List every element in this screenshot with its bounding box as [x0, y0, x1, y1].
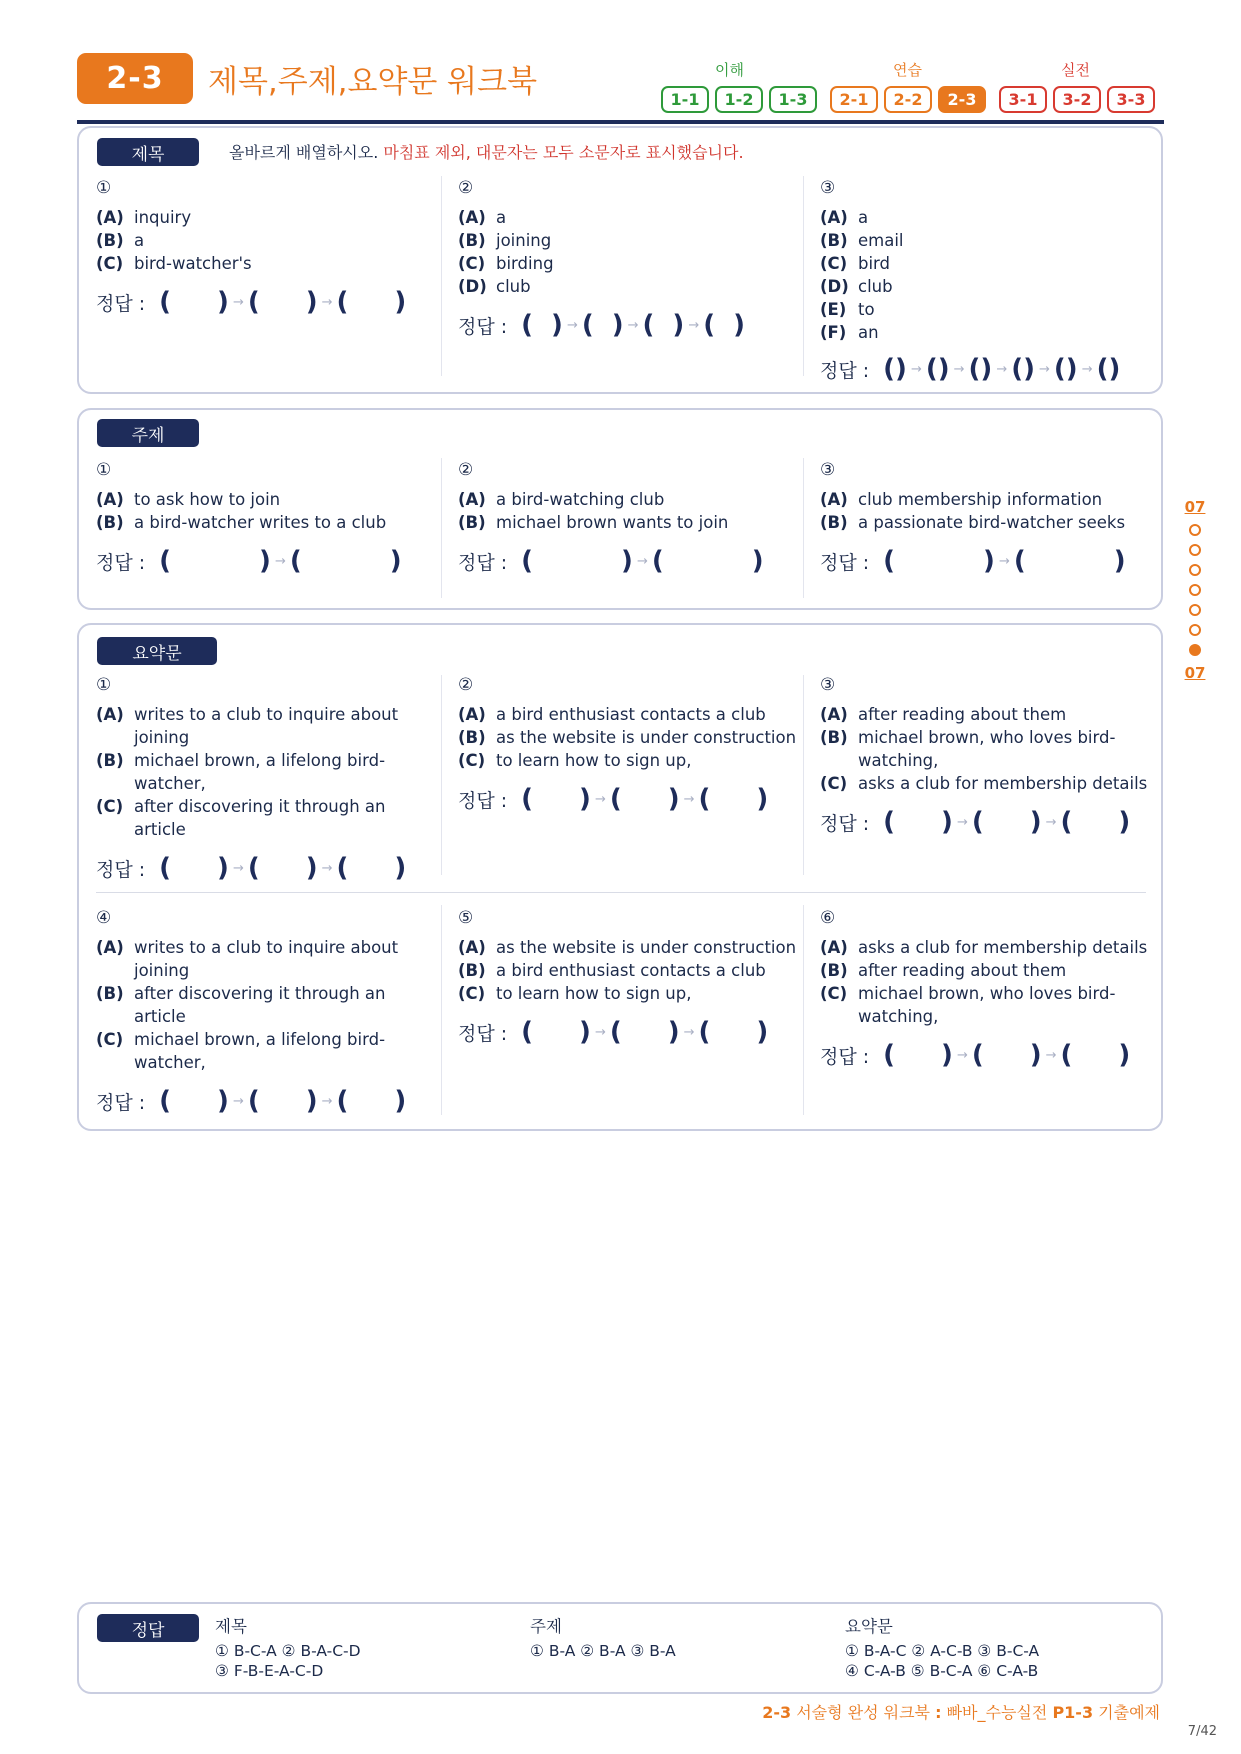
- option-a: (A) a: [458, 208, 507, 227]
- progress-dot[interactable]: [1189, 564, 1201, 576]
- answer-key-title: 제목 ① B-C-A ② B-A-C-D ③ F-B-E-A-C-D: [215, 1617, 361, 1680]
- arrow-icon: →: [274, 553, 286, 569]
- column-divider: [803, 176, 804, 376]
- row-divider: [96, 892, 1146, 893]
- option-b: (B) after reading about them: [820, 961, 1067, 980]
- side-progress-nav: [1180, 498, 1210, 682]
- arrow-icon: →: [1045, 814, 1057, 830]
- step-tab-3-3[interactable]: 3-3: [1107, 86, 1155, 113]
- arrow-icon: →: [321, 860, 333, 876]
- option-b: (B) michael brown, who loves bird-watching,: [820, 728, 1116, 770]
- side-page-number-top: 07: [1184, 498, 1206, 516]
- topic-problem-3: [820, 460, 1160, 576]
- option-a: (A) a bird-watching club: [458, 490, 665, 509]
- answer-label: 정답 :: [96, 551, 146, 574]
- step-tab-1-1[interactable]: 1-1: [661, 86, 709, 113]
- summary-problem-1: [96, 675, 436, 883]
- arrow-icon: →: [232, 1093, 244, 1109]
- header-rule: [77, 120, 1164, 124]
- option-a: (A) writes to a club to inquire about joining: [96, 938, 399, 980]
- step-tab-2-1[interactable]: 2-1: [830, 86, 878, 113]
- option-a: (A) club membership information: [820, 490, 1103, 509]
- arrow-icon: →: [594, 791, 606, 807]
- footer-caption: 2-3 서술형 완성 워크북 : 빠바_수능실전 P1-3 기출예제: [762, 1703, 1160, 1722]
- problem-number: ②: [458, 178, 474, 198]
- problem-number: ④: [96, 908, 112, 928]
- option-a: (A) after reading about them: [820, 705, 1067, 724]
- answer-blank[interactable]: 정답 : ( ) → ( ): [458, 546, 764, 576]
- title-panel: [77, 126, 1163, 394]
- answer-blank[interactable]: 정답 : ( ) → ( ) → ( ): [820, 1040, 1131, 1070]
- option-b: (B) after discovering it through an article: [96, 984, 386, 1026]
- option-b: (B) email: [820, 231, 904, 250]
- answer-key-topic: 주제 ① B-A ② B-A ③ B-A: [530, 1617, 676, 1660]
- summary-problem-4: [96, 908, 436, 1116]
- arrow-icon: →: [953, 361, 965, 377]
- option-e: (E) to: [820, 300, 875, 319]
- answer-blank[interactable]: 정답 : ( ) → ( ) → ( ): [458, 1017, 769, 1047]
- answer-blank[interactable]: 정답 : ( ) → ( ) → ( ): [96, 287, 407, 317]
- page-number: 7/42: [1187, 1724, 1217, 1739]
- problem-number: ②: [458, 675, 474, 695]
- unit-badge: 2-3: [77, 53, 193, 104]
- option-b: (B) a bird enthusiast contacts a club: [458, 961, 766, 980]
- option-a: (A) asks a club for membership details: [820, 938, 1148, 957]
- option-d: (D) club: [458, 277, 531, 296]
- topic-problem-1: [96, 460, 436, 576]
- column-divider: [441, 905, 442, 1115]
- answer-label: 정답 :: [458, 551, 508, 574]
- problem-number: ②: [458, 460, 474, 480]
- option-b: (B) a bird-watcher writes to a club: [96, 513, 387, 532]
- problem-number: ①: [96, 460, 112, 480]
- option-d: (D) club: [820, 277, 893, 296]
- option-b: (B) michael brown, a lifelong bird-watcher,: [96, 751, 386, 793]
- group-label-practice: 연습: [893, 61, 922, 79]
- arrow-icon: →: [1081, 361, 1093, 377]
- arrow-icon: →: [232, 294, 244, 310]
- summary-problem-2: [458, 675, 798, 814]
- summary-problem-6: [820, 908, 1160, 1070]
- option-c: (C) to learn how to sign up,: [458, 984, 692, 1003]
- option-c: (C) after discovering it through an article: [96, 797, 386, 839]
- answer-label: 정답 :: [96, 292, 146, 315]
- step-tab-3-1[interactable]: 3-1: [999, 86, 1047, 113]
- answer-blank[interactable]: 정답 : ( ) → ( ): [820, 546, 1126, 576]
- arrow-icon: →: [321, 294, 333, 310]
- answer-key-summary: 요약문 ① B-A-C ② A-C-B ③ B-C-A ④ C-A-B ⑤ B-C-A ⑥ C-A-B: [845, 1617, 1040, 1680]
- option-a: (A) a bird enthusiast contacts a club: [458, 705, 766, 724]
- group-label-understand: 이해: [715, 61, 744, 79]
- answer-label: 정답 :: [96, 1091, 146, 1114]
- step-tab-2-3[interactable]: 2-3: [938, 86, 986, 113]
- topic-problem-2: [458, 460, 798, 576]
- title-problem-1: [96, 178, 436, 317]
- summary-problem-5: [458, 908, 798, 1047]
- answer-label: 정답 :: [96, 858, 146, 881]
- progress-dot[interactable]: [1189, 544, 1201, 556]
- answer-label: 정답 :: [820, 551, 870, 574]
- answer-blank[interactable]: 정답 : ( ) → ( ) → ( ): [820, 807, 1131, 837]
- arrow-icon: →: [998, 553, 1010, 569]
- group-label-real: 실전: [1061, 61, 1090, 79]
- answer-blank[interactable]: 정답 : ( ) → ( ) → ( ): [96, 853, 407, 883]
- option-c: (C) to learn how to sign up,: [458, 751, 692, 770]
- arrow-icon: →: [910, 361, 922, 377]
- arrow-icon: →: [1039, 361, 1050, 377]
- answer-label: 정답 :: [458, 315, 508, 338]
- option-a: (A) inquiry: [96, 208, 192, 227]
- column-divider: [803, 675, 804, 875]
- column-divider: [441, 458, 442, 598]
- option-b: (B) joining: [458, 231, 552, 250]
- arrow-icon: →: [232, 860, 244, 876]
- option-a: (A) as the website is under construction: [458, 938, 797, 957]
- arrow-icon: →: [636, 553, 648, 569]
- answer-blank[interactable]: 정답 : ( ) → ( ) → ( ) → ( ): [458, 310, 745, 340]
- arrow-icon: →: [996, 361, 1008, 377]
- title-problem-3: [820, 178, 1160, 384]
- topic-panel: [77, 408, 1163, 610]
- option-c: (C) asks a club for membership details: [820, 774, 1148, 793]
- section-tag-topic: 주제: [97, 419, 199, 447]
- answer-blank[interactable]: 정답 : ( ) → ( ): [96, 546, 402, 576]
- arrow-icon: →: [321, 1093, 333, 1109]
- option-c: (C) bird: [820, 254, 891, 273]
- column-divider: [803, 458, 804, 598]
- arrow-icon: →: [627, 317, 639, 333]
- answer-label: 정답 :: [820, 812, 870, 835]
- problem-number: ⑤: [458, 908, 474, 928]
- arrow-icon: →: [956, 814, 968, 830]
- arrow-icon: →: [956, 1047, 968, 1063]
- answer-blank[interactable]: 정답 : ( ) → ( ) → ( ): [458, 784, 769, 814]
- arrow-icon: →: [594, 1024, 606, 1040]
- answer-label: 정답 :: [458, 789, 508, 812]
- option-f: (F) an: [820, 323, 879, 342]
- problem-number: ③: [820, 460, 836, 480]
- step-tab-1-3[interactable]: 1-3: [769, 86, 817, 113]
- option-a: (A) to ask how to join: [96, 490, 281, 509]
- option-b: (B) as the website is under construction: [458, 728, 797, 747]
- page-title: 제목,주제,요약문 워크북: [208, 64, 538, 100]
- column-divider: [441, 176, 442, 376]
- arrow-icon: →: [1045, 1047, 1057, 1063]
- option-c: (C) birding: [458, 254, 554, 273]
- instruction-note: 마침표 제외, 대문자는 모두 소문자로 표시했습니다.: [378, 143, 744, 162]
- option-b: (B) a passionate bird-watcher seeks: [820, 513, 1126, 532]
- summary-panel: [77, 623, 1163, 1131]
- step-tab-2-2[interactable]: 2-2: [884, 86, 932, 113]
- progress-dot[interactable]: [1189, 584, 1201, 596]
- problem-number: ③: [820, 675, 836, 695]
- option-a: (A) a: [820, 208, 869, 227]
- option-b: (B) a: [96, 231, 145, 250]
- side-page-number-bottom: 07: [1184, 664, 1206, 682]
- title-problem-2: [458, 178, 798, 340]
- answer-key-panel: [77, 1602, 1163, 1694]
- instruction: [229, 140, 744, 163]
- answer-label: 정답 :: [458, 1022, 508, 1045]
- step-tab-3-2[interactable]: 3-2: [1053, 86, 1101, 113]
- option-c: (C) bird-watcher's: [96, 254, 252, 273]
- answer-blank[interactable]: 정답 : ( ) → ( ) → ( ): [96, 1086, 407, 1116]
- section-tag-summary: 요약문: [97, 637, 217, 665]
- instruction-main: 올바르게 배열하시오.: [229, 143, 379, 162]
- progress-dot[interactable]: [1189, 624, 1201, 636]
- answer-blank[interactable]: 정답 : ( ) → ( ) → ( ) → ( ) → ( ) → ( ): [820, 354, 1121, 384]
- column-divider: [803, 905, 804, 1115]
- answer-label: 정답 :: [820, 1045, 870, 1068]
- summary-problem-3: [820, 675, 1160, 837]
- step-tab-1-2[interactable]: 1-2: [715, 86, 763, 113]
- progress-dot[interactable]: [1189, 604, 1201, 616]
- option-c: (C) michael brown, who loves bird-watching,: [820, 984, 1116, 1026]
- arrow-icon: →: [683, 791, 695, 807]
- option-b: (B) michael brown wants to join: [458, 513, 729, 532]
- progress-dot[interactable]: [1189, 524, 1201, 536]
- answer-label: 정답 :: [820, 359, 870, 382]
- progress-dot-current[interactable]: [1189, 644, 1201, 656]
- option-c: (C) michael brown, a lifelong bird-watcher,: [96, 1030, 386, 1072]
- problem-number: ①: [96, 178, 112, 198]
- section-tag-title: 제목: [97, 138, 199, 166]
- problem-number: ①: [96, 675, 112, 695]
- answer-key-tag: 정답: [97, 1614, 199, 1642]
- arrow-icon: →: [688, 317, 700, 333]
- arrow-icon: →: [566, 317, 578, 333]
- problem-number: ⑥: [820, 908, 836, 928]
- option-a: (A) writes to a club to inquire about joining: [96, 705, 399, 747]
- problem-number: ③: [820, 178, 836, 198]
- column-divider: [441, 675, 442, 875]
- arrow-icon: →: [683, 1024, 695, 1040]
